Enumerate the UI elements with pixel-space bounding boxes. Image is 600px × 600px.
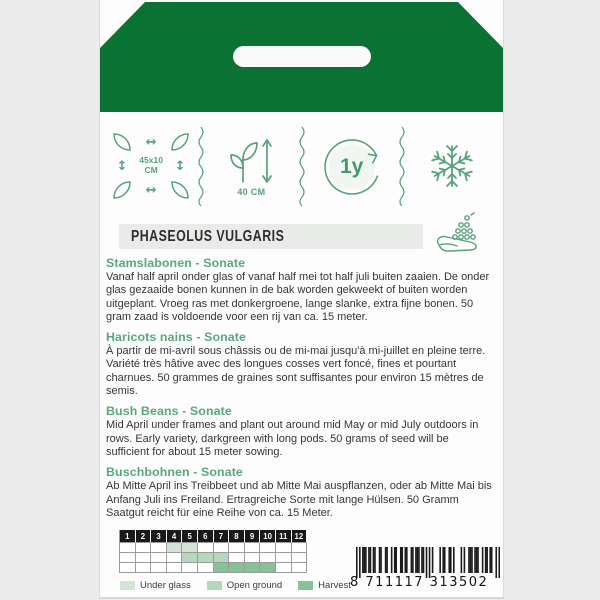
spacing-unit: CM [144,165,158,175]
calendar-cell [167,543,183,553]
culture-icons-row [106,123,497,209]
calendar-cell [182,553,198,563]
calendar-cell [151,553,167,563]
wavy-divider [297,123,307,209]
calendar-month-header: 4 [167,530,183,543]
calendar-month-header: 11 [276,530,292,543]
calendar-month-header: 9 [245,530,261,543]
calendar-cell [214,553,230,563]
leaf-icon [113,133,131,151]
wavy-divider [196,123,206,209]
calendar-cell [276,553,292,563]
variety-description: Ab Mitte April ins Treibbeet und ab Mitte Mai auspflanzen, oder ab Mitte Mai bis Anfang Juli ins Freiland. Ertragreiche Sorte mit lange Hülsen. 50 Gramm Saatgut reicht für eine Reihe von ca. 15 Meter. [106,480,492,519]
calendar-legend [120,580,351,591]
spacing-grid [111,131,191,201]
calendar-month-header: 3 [151,530,167,543]
calendar-month-header: 6 [198,530,214,543]
calendar-cell [151,563,167,573]
horizontal-arrow-icon: ↔ [145,182,157,198]
annual-cycle-label: 1y [339,155,364,178]
wavy-divider [397,123,407,209]
legend-swatch [298,581,313,590]
legend-item [120,580,191,591]
calendar-cell [229,563,245,573]
calendar-cell [260,563,276,573]
calendar-cell [276,543,292,553]
calendar-month-header: 2 [136,530,152,543]
variety-heading: Buschbohnen - Sonate [106,465,243,480]
calendar-cell [167,563,183,573]
variety-heading: Stamslabonen - Sonate [106,256,246,270]
section-french [106,330,494,398]
barcode-digits: 8 711117 313502 [350,575,489,590]
calendar-cell [182,543,198,553]
hang-hole [233,46,371,67]
calendar-cell [120,543,136,553]
vertical-arrow-icon: ↕ [174,158,186,174]
legend-swatch [207,581,222,590]
barcode-block [350,547,502,590]
calendar-cell [245,563,261,573]
calendar-cell [136,553,152,563]
variety-description: À partir de mi-avril sous châssis ou de mi-mai jusqu'à mi-juillet en pleine terre. Variété très hâtive avec des longues cosses vert foncé, fines et pourtant charnues. 50 grammes de graines sont suffisantes pour environ 15 mètres de semis. [106,345,486,398]
section-english [106,404,494,459]
variety-heading: Bush Beans - Sonate [106,404,232,419]
leaf-icon [171,181,189,199]
calendar-cell [292,553,308,563]
calendar-cell [292,563,308,573]
spacing-value: 45x10 [139,155,163,166]
calendar-cell [151,543,167,553]
calendar-cell [198,553,214,563]
sowing-calendar-block [119,530,307,573]
calendar-month-header: 12 [292,530,308,543]
calendar-cell [198,543,214,553]
annual-cycle-icon [307,123,397,209]
calendar-month-header: 7 [214,530,230,543]
species-title-bar [119,224,423,249]
sowing-calendar [119,530,307,573]
calendar-cell [214,563,230,573]
plant-height-label: 40 CM [237,186,266,197]
calendar-cell [198,563,214,573]
calendar-month-header: 5 [182,530,198,543]
calendar-cell [182,563,198,573]
section-dutch [106,256,494,324]
packet-green-header [100,2,503,112]
calendar-cell [214,543,230,553]
variety-heading: Haricots nains - Sonate [106,330,247,345]
legend-label: Harvest [318,580,351,591]
calendar-cell [120,563,136,573]
vertical-arrow-icon: ↕ [116,158,128,174]
calendar-cell [245,543,261,553]
variety-description: Vanaf half april onder glas of vanaf half mei tot half juli buiten zaaien. De onder glas gezaaide bonen kunnen in de bak worden gekweekt of buiten worden uitgeplant. Vroeg ras met donkergroene, lange slanke, extra fijne bonen. 50 gram zaad is voldoende voor een rij van ca. 15 meter. [106,271,490,323]
calendar-month-header: 8 [229,530,245,543]
horizontal-arrow-icon: ↔ [145,134,157,150]
calendar-cell [120,553,136,563]
legend-swatch [120,581,135,590]
spacing-dimensions-label [139,156,163,176]
calendar-cell [276,563,292,573]
seed-packet-back [99,0,504,599]
leaf-icon [113,181,131,199]
section-german [106,465,494,520]
legend-item [298,580,351,591]
species-title: PHASEOLUS VULGARIS [131,227,285,245]
plant-height-icon [206,123,296,209]
calendar-cell [260,553,276,563]
calendar-cell [136,563,152,573]
calendar-cell [167,553,183,563]
calendar-cell [136,543,152,553]
legend-label: Open ground [226,580,283,591]
legend-item [207,580,282,591]
variety-description: Mid April under frames and plant out around mid May or mid July outdoors in rows. Early variety, darkgreen with long pods. 50 grams of seed will be sufficient for about 15 meter sowing. [106,419,479,458]
calendar-month-header: 10 [260,530,276,543]
description-sections [106,256,494,526]
calendar-cell [229,553,245,563]
calendar-cell [245,553,261,563]
calendar-cell [229,543,245,553]
calendar-cell [260,543,276,553]
barcode-bars [356,547,500,578]
legend-label: Under glass [140,580,191,591]
snowflake-icon [407,123,497,209]
plant-spacing-icon [106,123,196,209]
calendar-month-header: 1 [120,530,136,543]
leaf-icon [171,133,189,151]
calendar-cell [292,543,308,553]
